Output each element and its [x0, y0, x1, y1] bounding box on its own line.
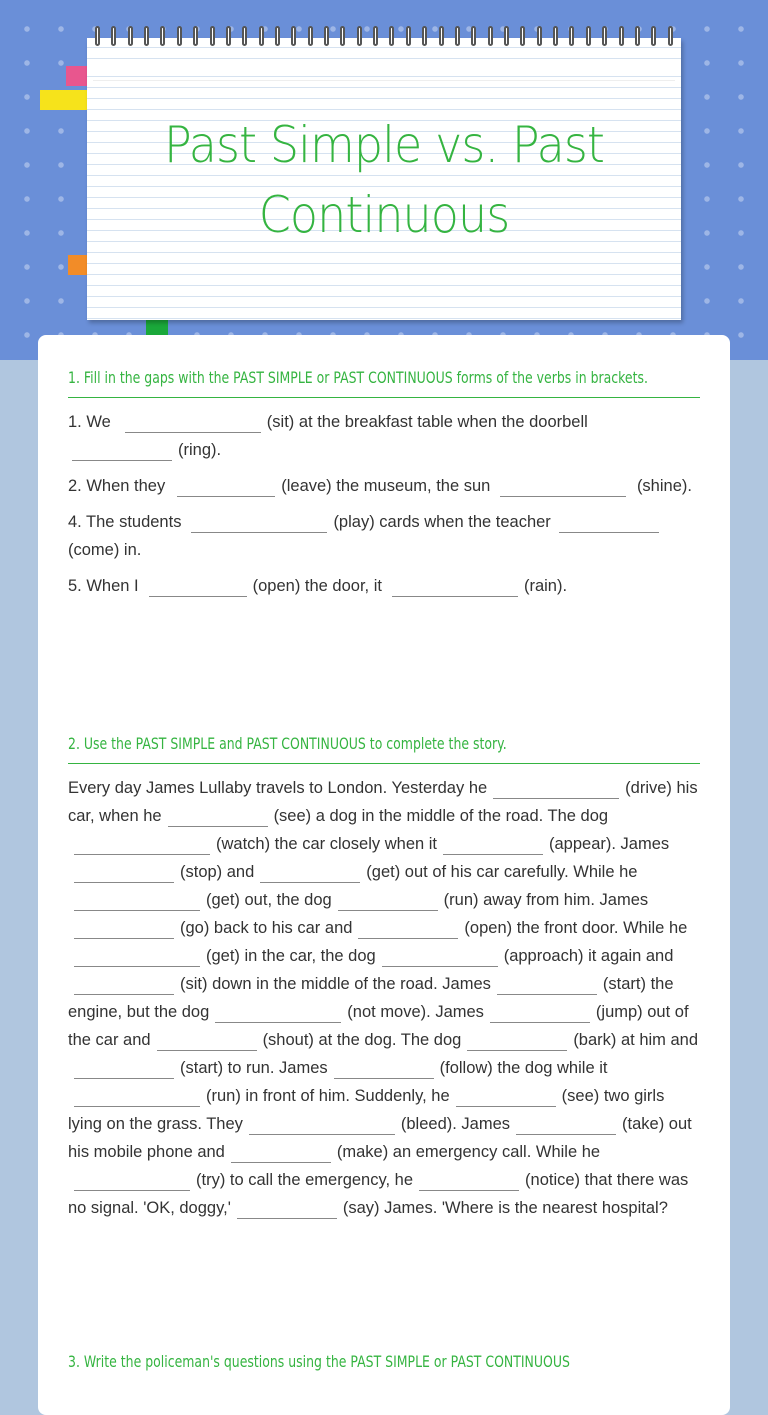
- spiral-ring: [95, 26, 100, 46]
- spiral-binding: [95, 26, 673, 52]
- spiral-ring: [553, 26, 558, 46]
- pink-tab: [66, 66, 88, 86]
- story-text: (watch) the car closely when it: [216, 835, 438, 853]
- story-text: (start) the engine, but the dog: [68, 975, 674, 1021]
- story-text: (bleed). James: [400, 1115, 511, 1133]
- answer-blank[interactable]: [74, 1088, 200, 1107]
- story-text: (follow) the dog while it: [439, 1059, 608, 1077]
- spiral-ring: [177, 26, 182, 46]
- spiral-ring: [439, 26, 444, 46]
- answer-blank[interactable]: [157, 1032, 257, 1051]
- spiral-ring: [193, 26, 198, 46]
- story-text: (get) in the car, the dog: [206, 947, 376, 965]
- spiral-ring: [504, 26, 509, 46]
- story-text: (get) out of his car carefully. While he: [366, 863, 638, 881]
- question-1: [68, 408, 700, 464]
- answer-blank[interactable]: [177, 478, 275, 497]
- story-text: (start) to run. James: [180, 1059, 328, 1077]
- story-text: (sit) down in the middle of the road. James: [180, 975, 491, 993]
- answer-blank[interactable]: [74, 1060, 174, 1079]
- story-text: (say) James. 'Where is the nearest hospital?: [342, 1199, 668, 1217]
- story-text: (go) back to his car and: [180, 919, 353, 937]
- story-text: Every day James Lullaby travels to London. Yesterday he: [68, 779, 488, 797]
- story-text: (see) a dog in the middle of the road. The dog: [273, 807, 609, 825]
- answer-blank[interactable]: [249, 1116, 395, 1135]
- story-text: (approach) it again and: [503, 947, 674, 965]
- spiral-ring: [291, 26, 296, 46]
- question-5: [68, 572, 700, 600]
- answer-blank[interactable]: [215, 1004, 341, 1023]
- story-text: (run) in front of him. Suddenly, he: [206, 1087, 450, 1105]
- spiral-ring: [357, 26, 362, 46]
- spiral-ring: [111, 26, 116, 46]
- spiral-ring: [520, 26, 525, 46]
- question-list: [68, 408, 700, 600]
- spiral-ring: [406, 26, 411, 46]
- answer-blank[interactable]: [74, 1172, 190, 1191]
- story-text: (get) out, the dog: [206, 891, 332, 909]
- story-text: (bark) at him and: [573, 1031, 699, 1049]
- answer-blank[interactable]: [260, 864, 360, 883]
- answer-blank[interactable]: [338, 892, 438, 911]
- yellow-tab: [40, 90, 88, 110]
- divider: [68, 397, 700, 398]
- spiral-ring: [537, 26, 542, 46]
- answer-blank[interactable]: [392, 578, 518, 597]
- question-text: (open) the door, it: [252, 577, 382, 595]
- answer-blank[interactable]: [443, 836, 543, 855]
- spiral-ring: [422, 26, 427, 46]
- spiral-ring: [373, 26, 378, 46]
- answer-blank[interactable]: [74, 920, 174, 939]
- answer-blank[interactable]: [74, 864, 174, 883]
- spiral-ring: [226, 26, 231, 46]
- notepad: [87, 38, 681, 320]
- spiral-ring: [488, 26, 493, 46]
- story-text: (open) the front door. While he: [464, 919, 688, 937]
- spiral-ring: [210, 26, 215, 46]
- spiral-ring: [128, 26, 133, 46]
- story-text: (try) to call the emergency, he: [196, 1171, 414, 1189]
- answer-blank[interactable]: [74, 892, 200, 911]
- question-text: (rain).: [523, 577, 568, 595]
- section-3: [68, 1349, 700, 1379]
- spiral-ring: [455, 26, 460, 46]
- story-text: (stop) and: [180, 863, 255, 881]
- story-paragraph: [68, 774, 700, 1222]
- answer-blank[interactable]: [497, 976, 597, 995]
- page-title: Past Simple vs. Past Continuous: [163, 116, 605, 244]
- answer-blank[interactable]: [358, 920, 458, 939]
- spiral-ring: [668, 26, 673, 46]
- header-banner: [0, 0, 768, 360]
- answer-blank[interactable]: [191, 514, 327, 533]
- story-text: (see) two girls lying on the grass. They: [68, 1087, 665, 1133]
- answer-blank[interactable]: [382, 948, 498, 967]
- question-text: (play) cards when the teacher: [333, 513, 551, 531]
- spiral-ring: [651, 26, 656, 46]
- spiral-ring: [569, 26, 574, 46]
- answer-blank[interactable]: [559, 514, 659, 533]
- question-text: (leave) the museum, the sun: [281, 477, 491, 495]
- question-4: [68, 508, 700, 564]
- spiral-ring: [619, 26, 624, 46]
- divider: [68, 763, 700, 764]
- story-text: (notice) that there was no signal. 'OK, doggy,': [68, 1171, 689, 1217]
- section-1-heading: 1. Fill in the gaps with the PAST SIMPLE or PAST CONTINUOUS forms of the verbs in brackets.: [68, 368, 648, 387]
- question-text: (shine).: [636, 477, 692, 495]
- spiral-ring: [471, 26, 476, 46]
- section-2-heading: 2. Use the PAST SIMPLE and PAST CONTINUOUS to complete the story.: [68, 734, 507, 753]
- spiral-ring: [340, 26, 345, 46]
- question-text: 2. When they: [68, 477, 166, 495]
- answer-blank[interactable]: [493, 780, 619, 799]
- question-text: (sit) at the breakfast table when the doorbell: [266, 413, 588, 431]
- question-text: (come) in.: [68, 541, 142, 559]
- story-text: (shout) at the dog. The dog: [262, 1031, 462, 1049]
- spiral-ring: [389, 26, 394, 46]
- answer-blank[interactable]: [456, 1088, 556, 1107]
- spiral-ring: [324, 26, 329, 46]
- answer-blank[interactable]: [237, 1200, 337, 1219]
- answer-blank[interactable]: [74, 836, 210, 855]
- spiral-ring: [144, 26, 149, 46]
- answer-blank[interactable]: [490, 1004, 590, 1023]
- question-2: [68, 472, 700, 500]
- story-text: (make) an emergency call. While he: [336, 1143, 601, 1161]
- section-1: [68, 365, 700, 600]
- answer-blank[interactable]: [467, 1032, 567, 1051]
- answer-blank[interactable]: [74, 976, 174, 995]
- answer-blank[interactable]: [149, 578, 247, 597]
- question-text: 5. When I: [68, 577, 139, 595]
- answer-blank[interactable]: [125, 414, 261, 433]
- question-text: (ring).: [178, 441, 222, 459]
- story-text: (appear). James: [549, 835, 670, 853]
- spiral-ring: [160, 26, 165, 46]
- question-text: 4. The students: [68, 513, 182, 531]
- story-text: (drive) his car, when he: [68, 779, 698, 825]
- story-text: (take) out his mobile phone and: [68, 1115, 692, 1161]
- answer-blank[interactable]: [168, 808, 268, 827]
- answer-blank[interactable]: [516, 1116, 616, 1135]
- question-text: 1. We: [68, 413, 111, 431]
- answer-blank[interactable]: [419, 1172, 519, 1191]
- story-text: (jump) out of the car and: [68, 1003, 689, 1049]
- spiral-ring: [275, 26, 280, 46]
- answer-blank[interactable]: [334, 1060, 434, 1079]
- answer-blank[interactable]: [500, 478, 626, 497]
- story-text: (run) away from him. James: [443, 891, 649, 909]
- worksheet-card: [38, 335, 730, 1415]
- answer-blank[interactable]: [231, 1144, 331, 1163]
- answer-blank[interactable]: [72, 442, 172, 461]
- answer-blank[interactable]: [74, 948, 200, 967]
- spiral-ring: [586, 26, 591, 46]
- spiral-ring: [635, 26, 640, 46]
- section-2: [68, 731, 700, 1222]
- story-text: (not move). James: [347, 1003, 484, 1021]
- section-3-heading: 3. Write the policeman's questions using the PAST SIMPLE or PAST CONTINUOUS: [68, 1352, 570, 1371]
- spiral-ring: [308, 26, 313, 46]
- spiral-ring: [602, 26, 607, 46]
- spiral-ring: [259, 26, 264, 46]
- spiral-ring: [242, 26, 247, 46]
